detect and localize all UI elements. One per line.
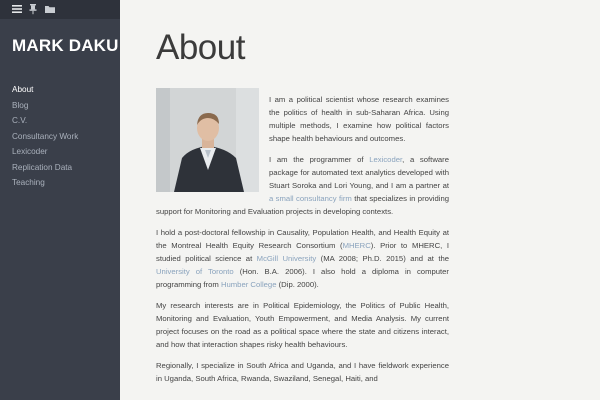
sidebar-nav [12, 84, 78, 193]
mherc-link[interactable]: MHERC [342, 241, 371, 250]
nav-item-about[interactable]: About [12, 85, 34, 94]
paragraph-regional: Regionally, I specialize in South Africa and Uganda, and I have fieldwork experience in Uganda, South Africa, Rwanda, Swaziland, Senegal, Haiti, and [156, 361, 449, 383]
sidebar-toolbar [0, 0, 120, 19]
mcgill-link[interactable]: McGill University [256, 254, 317, 263]
pin-icon[interactable] [27, 3, 39, 15]
nav-item-cv[interactable]: C.V. [12, 116, 28, 125]
toronto-link[interactable]: University of Toronto [156, 267, 234, 276]
consultancy-firm-link[interactable]: a small consultancy firm [269, 194, 352, 203]
paragraph-research-interests: My research interests are in Political Epidemiology, the Politics of Public Health, Monitoring and Evaluation, Youth Empowerment, and Media Analysis. My current project focuses on the road as a political space where the state and citizens interact, and how that interaction shapes risky health behaviours. [156, 301, 449, 349]
humber-link[interactable]: Humber College [220, 280, 277, 289]
site-brand[interactable]: MARK DAKU [12, 36, 119, 55]
main-content [156, 0, 449, 400]
about-text [156, 93, 449, 393]
paragraph-intro: I am a political scientist whose research examines the politics of health in sub-Saharan Africa. Using multiple methods, I examine how political factors shape health behaviours and outcomes. [269, 95, 449, 143]
nav-item-blog[interactable]: Blog [12, 100, 29, 110]
lexicoder-link[interactable]: Lexicoder [369, 155, 403, 164]
page-title: About [156, 28, 245, 67]
paragraph-lexicoder: I am the programmer of Lexicoder, a software package for automated text analytics developed with Stuart Soroka and Lori Young, and I am a partner at a small consultancy firm that specializes in providing support for Monitoring and Evaluation projects in developing contexts. [156, 155, 449, 216]
nav-item-lexicoder[interactable]: Lexicoder [12, 147, 48, 156]
nav-item-replication-data[interactable]: Replication Data [12, 162, 73, 172]
sidebar [0, 0, 120, 400]
paragraph-education: I hold a post-doctoral fellowship in Causality, Population Health, and Health Equity at the Montreal Health Equity Research Consortium (MHERC). Prior to MHERC, I studied political science at McGill University (MA 2008; Ph.D. 2015) and at the University of Toronto (Hon. B.A. 2006). I also hold a diploma in computer programming from Humber College (Dip. 2000). [156, 228, 450, 289]
nav-item-teaching[interactable]: Teaching [12, 178, 45, 187]
folder-icon[interactable] [44, 3, 56, 15]
menu-icon[interactable] [11, 3, 23, 15]
nav-item-consultancy-work[interactable]: Consultancy Work [12, 131, 79, 141]
